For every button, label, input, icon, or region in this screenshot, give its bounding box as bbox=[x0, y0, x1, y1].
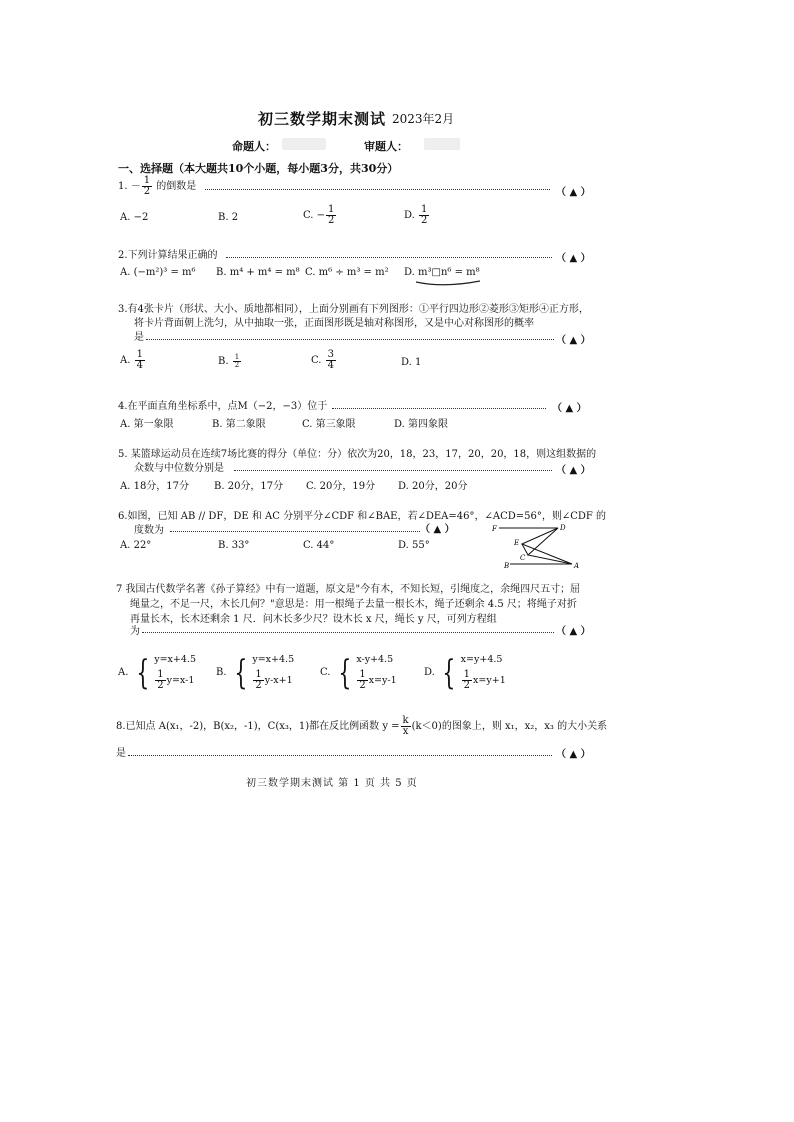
q4-leader bbox=[332, 408, 546, 409]
q1-leader bbox=[205, 189, 550, 190]
q7-option-c bbox=[320, 654, 397, 691]
q7-a-half-den: 2 bbox=[157, 680, 164, 691]
q5-option-d: D. 20分，20分 bbox=[398, 481, 468, 492]
q3-option-c bbox=[311, 350, 337, 371]
q7-line4: 为 bbox=[130, 626, 140, 637]
q5-line1: 5. 某篮球运动员在连续7场比赛的得分（单位：分）依次为20，18，23，17，20，20，18，则这组数据的 bbox=[118, 449, 597, 460]
redacted-reviewer bbox=[424, 138, 460, 150]
q3-a-label: A. bbox=[120, 355, 131, 366]
q3-c-num: 3 bbox=[327, 349, 335, 360]
q7-d-half-num: 1 bbox=[463, 669, 471, 680]
q7-c-system: { x-y+4.5 $\frac{1}{2}$ x=y-1 bbox=[338, 652, 397, 693]
q7-option-a bbox=[118, 654, 196, 691]
q1-c-den: 2 bbox=[328, 215, 335, 226]
q1-c-frac bbox=[326, 205, 336, 226]
q6-leader bbox=[170, 531, 420, 532]
q5-leader bbox=[234, 470, 552, 471]
q6-option-a: A. 22° bbox=[120, 540, 152, 551]
q7-c-row2: x=y-1 bbox=[368, 675, 397, 686]
q1-option-a: A. −2 bbox=[120, 212, 149, 223]
q7-option-b bbox=[216, 654, 294, 691]
q8-k-over-x bbox=[401, 716, 411, 737]
q8-answer-mark: （ ▲ ） bbox=[556, 749, 591, 760]
q3-line3: 是 bbox=[134, 332, 144, 343]
q8-leader bbox=[128, 755, 552, 756]
q3-answer-mark: （ ▲ ） bbox=[556, 335, 591, 346]
q1-d-num: 1 bbox=[421, 204, 428, 215]
q7-a-half bbox=[155, 670, 165, 691]
q1-answer-mark: （ ▲ ） bbox=[556, 187, 591, 198]
fig-label-f: F bbox=[492, 525, 497, 533]
redacted-author bbox=[282, 138, 326, 150]
q1-text: 的倒数是 bbox=[156, 181, 197, 192]
q8-line1 bbox=[116, 716, 607, 737]
q1-minus: － bbox=[130, 181, 141, 192]
q7-b-half bbox=[253, 670, 263, 691]
q1-num: 1 bbox=[143, 175, 151, 186]
q7-d-half-den: 2 bbox=[463, 680, 471, 691]
fig-label-a: A bbox=[574, 562, 580, 570]
q3-b-frac bbox=[233, 354, 241, 369]
q7-a-row2: y=x-1 bbox=[166, 675, 195, 686]
q3-c-frac bbox=[326, 350, 336, 371]
q5-line2: 众数与中位数分别是 bbox=[134, 463, 224, 474]
fig-line-dca bbox=[528, 528, 572, 564]
q7-d-row1: x=y+4.5 bbox=[460, 654, 503, 665]
q7-leader bbox=[142, 632, 554, 633]
q7-c-half-num: 1 bbox=[359, 669, 366, 680]
q5-answer-mark: （ ▲ ） bbox=[556, 465, 591, 476]
q2-answer-mark: （ ▲ ） bbox=[556, 253, 591, 264]
q2-handwritten-underline bbox=[414, 278, 484, 288]
q2-option-b: B. m⁴ + m⁴ = m⁸ bbox=[216, 267, 300, 278]
q1-stem bbox=[118, 176, 196, 197]
q4-option-c: C. 第三象限 bbox=[302, 419, 356, 430]
q3-a-frac bbox=[135, 350, 145, 371]
q4-answer-mark: （ ▲ ） bbox=[552, 403, 587, 414]
q3-line1: 3.有4张卡片（形状、大小、质地都相同），上面分别画有下列图形：①平行四边形②菱形③矩形④正方形， bbox=[118, 304, 589, 315]
q1-option-b: B. 2 bbox=[218, 212, 239, 223]
q6-answer-mark: （ ▲ ） bbox=[420, 524, 455, 535]
q8-x: x bbox=[402, 726, 409, 737]
q7-d-label: D. bbox=[424, 667, 435, 678]
author-label: 命题人： bbox=[232, 140, 276, 153]
fig-label-b: B bbox=[504, 562, 510, 570]
q7-c-label: C. bbox=[320, 667, 331, 678]
q7-option-d bbox=[424, 654, 506, 691]
q3-c-den: 4 bbox=[327, 360, 335, 371]
q7-answer-mark: （ ▲ ） bbox=[556, 626, 591, 637]
q1-d-den: 2 bbox=[421, 215, 428, 226]
q8-line1b: (k＜0)的图象上，则 x₁，x₂，x₃ 的大小关系 bbox=[411, 721, 608, 732]
q3-a-den: 4 bbox=[136, 360, 143, 371]
q7-a-half-num: 1 bbox=[157, 669, 164, 680]
q7-b-system: { y=x+4.5 $\frac{1}{2}$ y-x+1 bbox=[234, 652, 295, 693]
q1-c-num: 1 bbox=[328, 204, 335, 215]
exam-title: 初三数学期末测试 bbox=[258, 110, 387, 128]
q7-b-half-num: 1 bbox=[255, 669, 262, 680]
reviewer-label: 审题人： bbox=[364, 140, 408, 153]
q1-fraction bbox=[142, 176, 152, 197]
q7-b-label: B. bbox=[216, 667, 227, 678]
q6-line1: 6.如图，已知 AB // DF，DE 和 AC 分别平分∠CDF 和∠BAE，若∠DEA=46°，∠ACD=56°，则∠CDF 的 bbox=[118, 511, 607, 522]
q2-option-a: A. (−m²)³ = m⁶ bbox=[120, 267, 196, 278]
q3-option-b bbox=[218, 354, 242, 369]
q5-option-b: B. 20分，17分 bbox=[214, 481, 284, 492]
q4-option-b: B. 第二象限 bbox=[212, 419, 266, 430]
q3-line2: 将卡片背面朝上洗匀，从中抽取一张，正面图形既是轴对称图形，又是中心对称图形的概率 bbox=[134, 318, 534, 329]
exam-date: 2023年2月 bbox=[392, 112, 455, 126]
section-heading: 一、选择题（本大题共10个小题，每小题3分，共30分） bbox=[118, 162, 399, 175]
q1-d-label: D. bbox=[404, 210, 415, 221]
q2-option-c: C. m⁶ ÷ m³ = m² bbox=[305, 267, 389, 278]
q2-stem: 2.下列计算结果正确的 bbox=[118, 250, 218, 261]
q4-option-a: A. 第一象限 bbox=[120, 419, 174, 430]
q1-option-c bbox=[303, 205, 337, 226]
q3-c-label: C. bbox=[311, 355, 322, 366]
q7-b-row1: y=x+4.5 bbox=[252, 654, 295, 665]
q1-prefix: 1. bbox=[118, 181, 128, 192]
q8-line1a: 8.已知点 A(x₁，-2)，B(x₂，-1)，C(x₃，1)都在反比例函数 y = bbox=[116, 721, 400, 732]
q5-option-a: A. 18分，17分 bbox=[120, 481, 190, 492]
q3-a-num: 1 bbox=[136, 349, 143, 360]
q7-a-row1: y=x+4.5 bbox=[154, 654, 196, 665]
q7-d-row2: x=y+1 bbox=[473, 675, 506, 686]
q4-option-d: D. 第四象限 bbox=[394, 419, 449, 430]
q1-c-label: C. − bbox=[303, 210, 326, 221]
q2-leader bbox=[226, 257, 552, 258]
q7-a-system: { y=x+4.5 $\frac{1}{2}$ y=x-1 bbox=[135, 652, 196, 693]
q5-option-c: C. 20分，19分 bbox=[306, 481, 376, 492]
q6-line2: 度数为 bbox=[134, 525, 164, 536]
q7-d-half bbox=[462, 670, 472, 691]
q6-geometry-figure bbox=[490, 522, 586, 570]
q7-b-half-den: 2 bbox=[255, 680, 262, 691]
q7-c-half bbox=[357, 670, 367, 691]
q7-line1: 7 我国古代数学名著《孙子算经》中有一道题，原文是"今有木，不知长短，引绳度之，余绳四尺五寸；屈 bbox=[116, 584, 581, 595]
q7-b-row2: y-x+1 bbox=[264, 675, 293, 686]
fig-label-c: C bbox=[520, 554, 526, 562]
q7-a-label: A. bbox=[118, 667, 129, 678]
q7-d-system: { x=y+4.5 $\frac{1}{2}$ x=y+1 bbox=[442, 652, 506, 693]
q6-option-d: D. 55° bbox=[398, 540, 430, 551]
q3-b-num: 1 bbox=[234, 353, 240, 361]
q1-den: 2 bbox=[143, 186, 151, 197]
q3-option-a bbox=[120, 350, 146, 371]
q4-stem: 4.在平面直角坐标系中，点M（−2，−3）位于 bbox=[118, 401, 328, 412]
q8-k: k bbox=[402, 715, 409, 726]
q8-line2: 是 bbox=[116, 748, 126, 759]
q7-c-row1: x-y+4.5 bbox=[356, 654, 394, 665]
q3-leader bbox=[146, 339, 554, 340]
q7-line3: 再量长木，长木还剩余 1 尺．问木长多少尺？设木长 x 尺，绳长 y 尺，可列方程组 bbox=[130, 614, 497, 625]
q6-option-c: C. 44° bbox=[303, 540, 335, 551]
q6-option-b: B. 33° bbox=[218, 540, 250, 551]
q7-line2: 绳量之，不足一尺，木长几何？"意思是：用一根绳子去量一根长木，绳子还剩余 4.5 尺；将绳子对折 bbox=[130, 599, 577, 610]
q1-option-d bbox=[404, 205, 430, 226]
q2-option-d: D. m³□n⁶ = m⁸ bbox=[404, 267, 480, 278]
q3-b-den: 2 bbox=[234, 361, 240, 369]
q3-option-d: D. 1 bbox=[401, 357, 422, 368]
fig-label-e: E bbox=[514, 539, 520, 547]
q7-c-half-den: 2 bbox=[359, 680, 366, 691]
page-footer: 初三数学期末测试 第 1 页 共 5 页 bbox=[246, 778, 418, 789]
q3-b-label: B. bbox=[218, 356, 229, 367]
q1-d-frac bbox=[419, 205, 429, 226]
fig-label-d: D bbox=[560, 524, 566, 532]
